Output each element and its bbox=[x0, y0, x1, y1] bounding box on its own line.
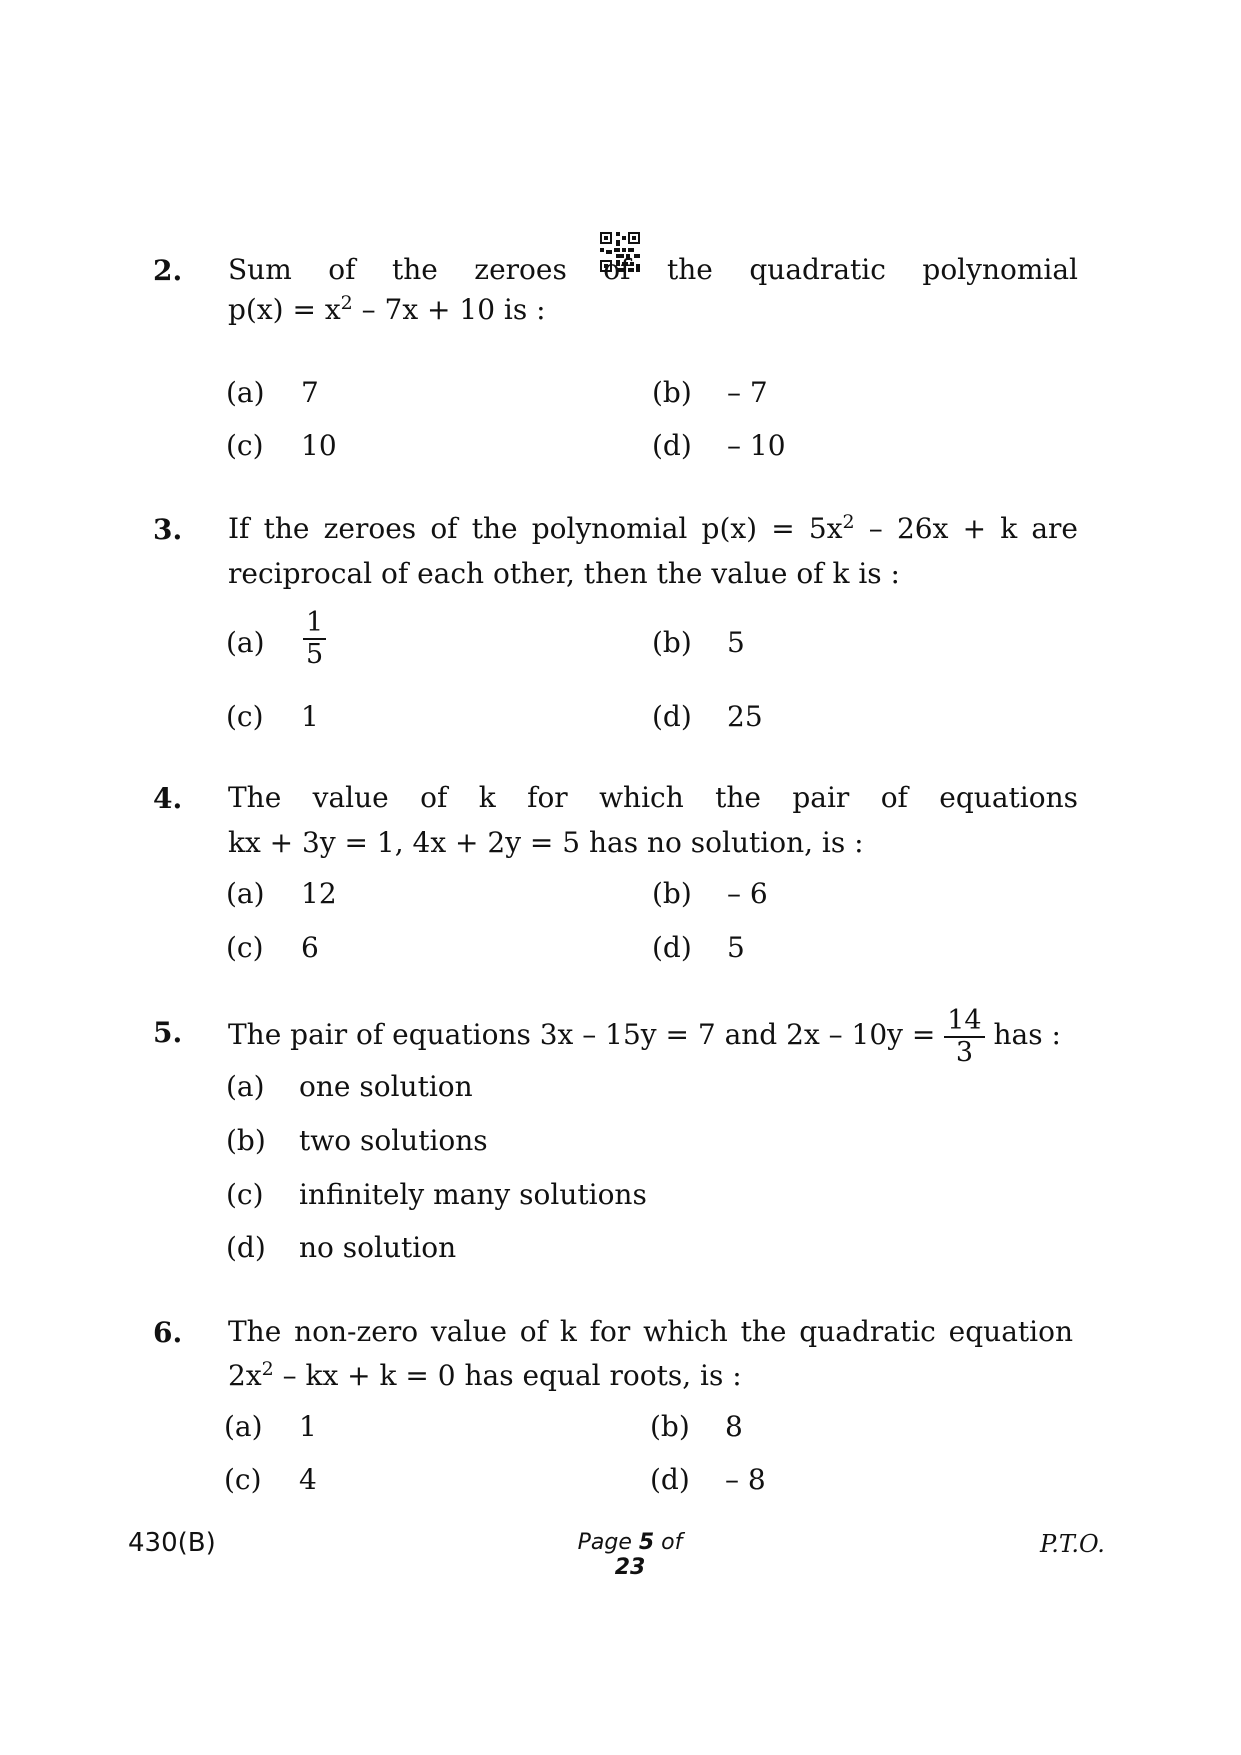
option-value: 12 bbox=[301, 877, 337, 910]
option-value: 1 bbox=[301, 700, 319, 733]
option-value: 5 bbox=[727, 626, 745, 659]
question-text-line: $2x^2$ – kx + k = 0 has equal roots, is : bbox=[228, 1358, 742, 1392]
option-label: (d) bbox=[652, 700, 692, 733]
option-label: (c) bbox=[226, 1178, 264, 1211]
option-label: (b) bbox=[226, 1124, 266, 1157]
option-label: (b) bbox=[652, 376, 692, 409]
question-text-line: $p(x) = x^2 - 7x + 10$ is : bbox=[228, 292, 546, 326]
option-label: (c) bbox=[226, 700, 264, 733]
option-label: (a) bbox=[226, 877, 265, 910]
page-number: Page 5 of 23 bbox=[577, 1530, 683, 1580]
option-label: (d) bbox=[652, 429, 692, 462]
option-label: (a) bbox=[224, 1410, 263, 1443]
option-value: two solutions bbox=[299, 1124, 488, 1157]
option-label: (c) bbox=[226, 429, 264, 462]
option-label: (d) bbox=[650, 1463, 690, 1496]
option-value: – 6 bbox=[727, 877, 768, 910]
option-value: 8 bbox=[725, 1410, 743, 1443]
option-label: (b) bbox=[652, 626, 692, 659]
option-label: (d) bbox=[652, 931, 692, 964]
option-value: 6 bbox=[301, 931, 319, 964]
option-label: (b) bbox=[650, 1410, 690, 1443]
question-text-line: Sum of the zeroes of the quadratic polynomial bbox=[228, 253, 1078, 286]
paper-code: 430(B) bbox=[128, 1528, 216, 1558]
option-value: 5 bbox=[727, 931, 745, 964]
pto-note: P.T.O. bbox=[1040, 1530, 1105, 1558]
option-value: 1 bbox=[299, 1410, 317, 1443]
question-text-line: The value of k for which the pair of equations bbox=[228, 781, 1078, 814]
option-label: (c) bbox=[224, 1463, 262, 1496]
option-value: one solution bbox=[299, 1070, 473, 1103]
question-number: 6. bbox=[153, 1316, 183, 1349]
option-value: – 10 bbox=[727, 429, 786, 462]
question-text-line: reciprocal of each other, then the value of k is : bbox=[228, 557, 900, 590]
option-value-fraction: $\frac{1}{5}$ bbox=[303, 608, 326, 670]
option-value: 4 bbox=[299, 1463, 317, 1496]
option-value: 7 bbox=[301, 376, 319, 409]
option-label: (a) bbox=[226, 626, 265, 659]
question-text-line: If the zeroes of the polynomial $p(x) = 5x^2 - 26x + k$ are bbox=[228, 511, 1078, 545]
question-number: 2. bbox=[153, 254, 183, 287]
question-text-line: kx + 3y = 1, 4x + 2y = 5 has no solution, is : bbox=[228, 826, 864, 859]
option-label: (d) bbox=[226, 1231, 266, 1264]
option-value: – 8 bbox=[725, 1463, 766, 1496]
option-value: 10 bbox=[301, 429, 337, 462]
question-text-line: The non-zero value of k for which the quadratic equation bbox=[228, 1315, 1073, 1348]
question-number: 5. bbox=[153, 1016, 183, 1049]
option-value: 25 bbox=[727, 700, 763, 733]
question-number: 4. bbox=[153, 782, 183, 815]
option-label: (a) bbox=[226, 376, 265, 409]
question-number: 3. bbox=[153, 513, 183, 546]
option-label: (c) bbox=[226, 931, 264, 964]
option-value: – 7 bbox=[727, 376, 768, 409]
option-value: no solution bbox=[299, 1231, 457, 1264]
option-label: (b) bbox=[652, 877, 692, 910]
option-value: infinitely many solutions bbox=[299, 1178, 647, 1211]
question-text-line: The pair of equations 3x – 15y = 7 and 2x – 10y = $\frac{14}{3}$ has : bbox=[228, 1004, 1061, 1068]
option-label: (a) bbox=[226, 1070, 265, 1103]
